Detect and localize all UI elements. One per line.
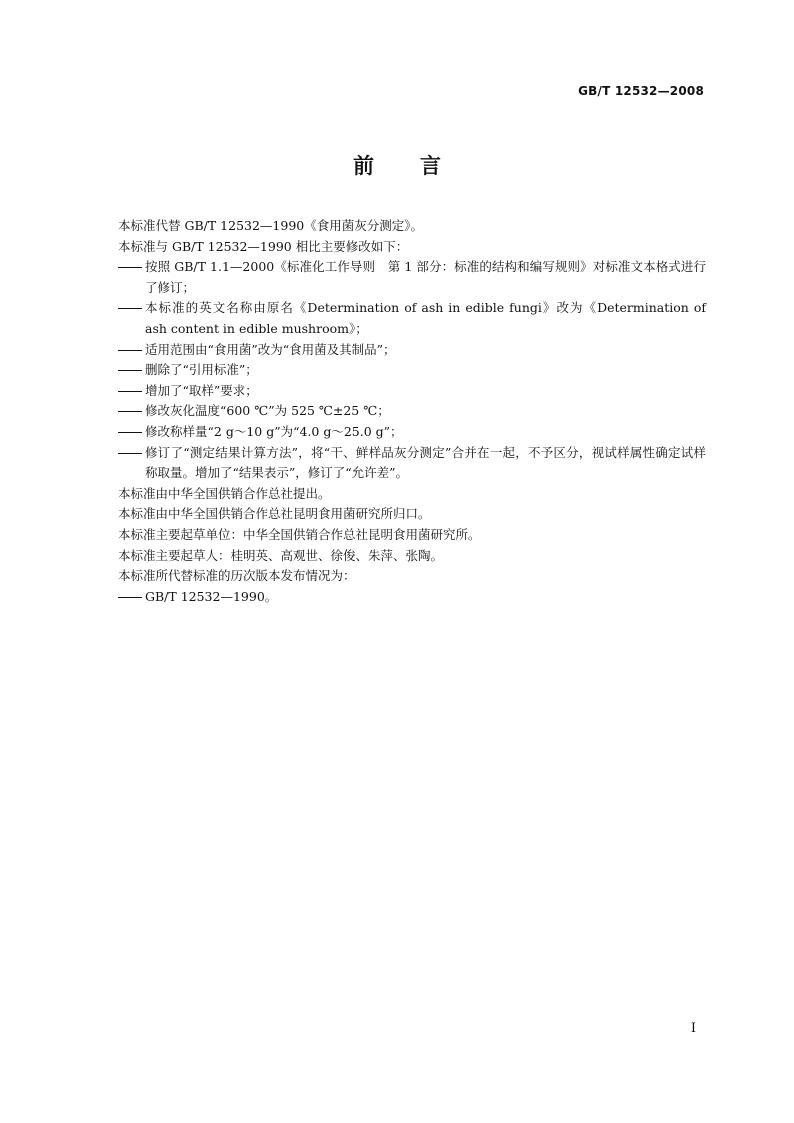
change-item-text: 删除了“引用标准”；: [145, 362, 258, 378]
change-item-text: 本标准的英文名称由原名《Determination of ash in edible fungi》改为《Determination of ash content in edible mushroom》；: [145, 300, 706, 336]
replaces-statement: 本标准代替 GB/T 12532—1990《食用菌灰分测定》。: [118, 218, 423, 233]
dash-bullet-icon: [118, 370, 142, 371]
change-item: [118, 257, 706, 298]
centralized-by: 本标准由中华全国供销合作总社昆明食用菌研究所归口。: [118, 506, 431, 522]
change-item-text: 修改称样量“2 g～10 g”为“4.0 g～25.0 g”；: [145, 423, 403, 439]
dash-bullet-icon: [118, 267, 142, 268]
proposed-by: 本标准由中华全国供销合作总社提出。: [118, 485, 331, 501]
dash-bullet-icon: [118, 350, 142, 351]
dash-bullet-icon: [118, 391, 142, 392]
change-item-text: 按照 GB/T 1.1—2000《标准化工作导则 第 1 部分：标准的结构和编写规则》对标准文本格式进行了修订；: [145, 259, 706, 295]
change-item: [118, 381, 706, 402]
dash-bullet-icon: [118, 432, 142, 433]
change-item: [118, 422, 706, 443]
history-item-text: GB/T 12532—1990。: [145, 588, 278, 604]
dash-bullet-icon: [118, 411, 142, 412]
changes-intro: 本标准与 GB/T 12532—1990 相比主要修改如下：: [118, 238, 409, 254]
dash-bullet-icon: [118, 308, 142, 309]
change-item-text: 适用范围由“食用菌”改为“食用菌及其制品”；: [145, 341, 396, 357]
change-item-text: 修订了“测定结果计算方法”，将“干、鲜样品灰分测定”合并在一起，不予区分，视试样属性确定试样称取量。增加了“结果表示”，修订了“允许差”。: [145, 444, 706, 481]
history-item: [118, 587, 706, 608]
change-item: [118, 340, 706, 361]
change-item: [118, 443, 706, 484]
dash-bullet-icon: [118, 597, 142, 598]
change-item: [118, 360, 706, 381]
drafting-unit: 本标准主要起草单位：中华全国供销合作总社昆明食用菌研究所。: [118, 526, 481, 542]
page-title: 前言: [353, 154, 487, 178]
change-item: [118, 401, 706, 422]
history-intro: 本标准所代替标准的历次版本发布情况为：: [118, 568, 356, 584]
standard-code: GB/T 12532—2008: [578, 84, 704, 98]
change-item: [118, 298, 706, 339]
drafters: 本标准主要起草人：桂明英、高观世、徐俊、朱萍、张陶。: [118, 547, 444, 563]
change-item-text: 增加了“取样”要求；: [145, 382, 258, 398]
change-item-text: 修改灰化温度“600 ℃”为 525 ℃±25 ℃；: [145, 403, 390, 419]
page-number: I: [690, 1021, 696, 1036]
foreword-body: [118, 216, 706, 607]
dash-bullet-icon: [118, 453, 142, 454]
